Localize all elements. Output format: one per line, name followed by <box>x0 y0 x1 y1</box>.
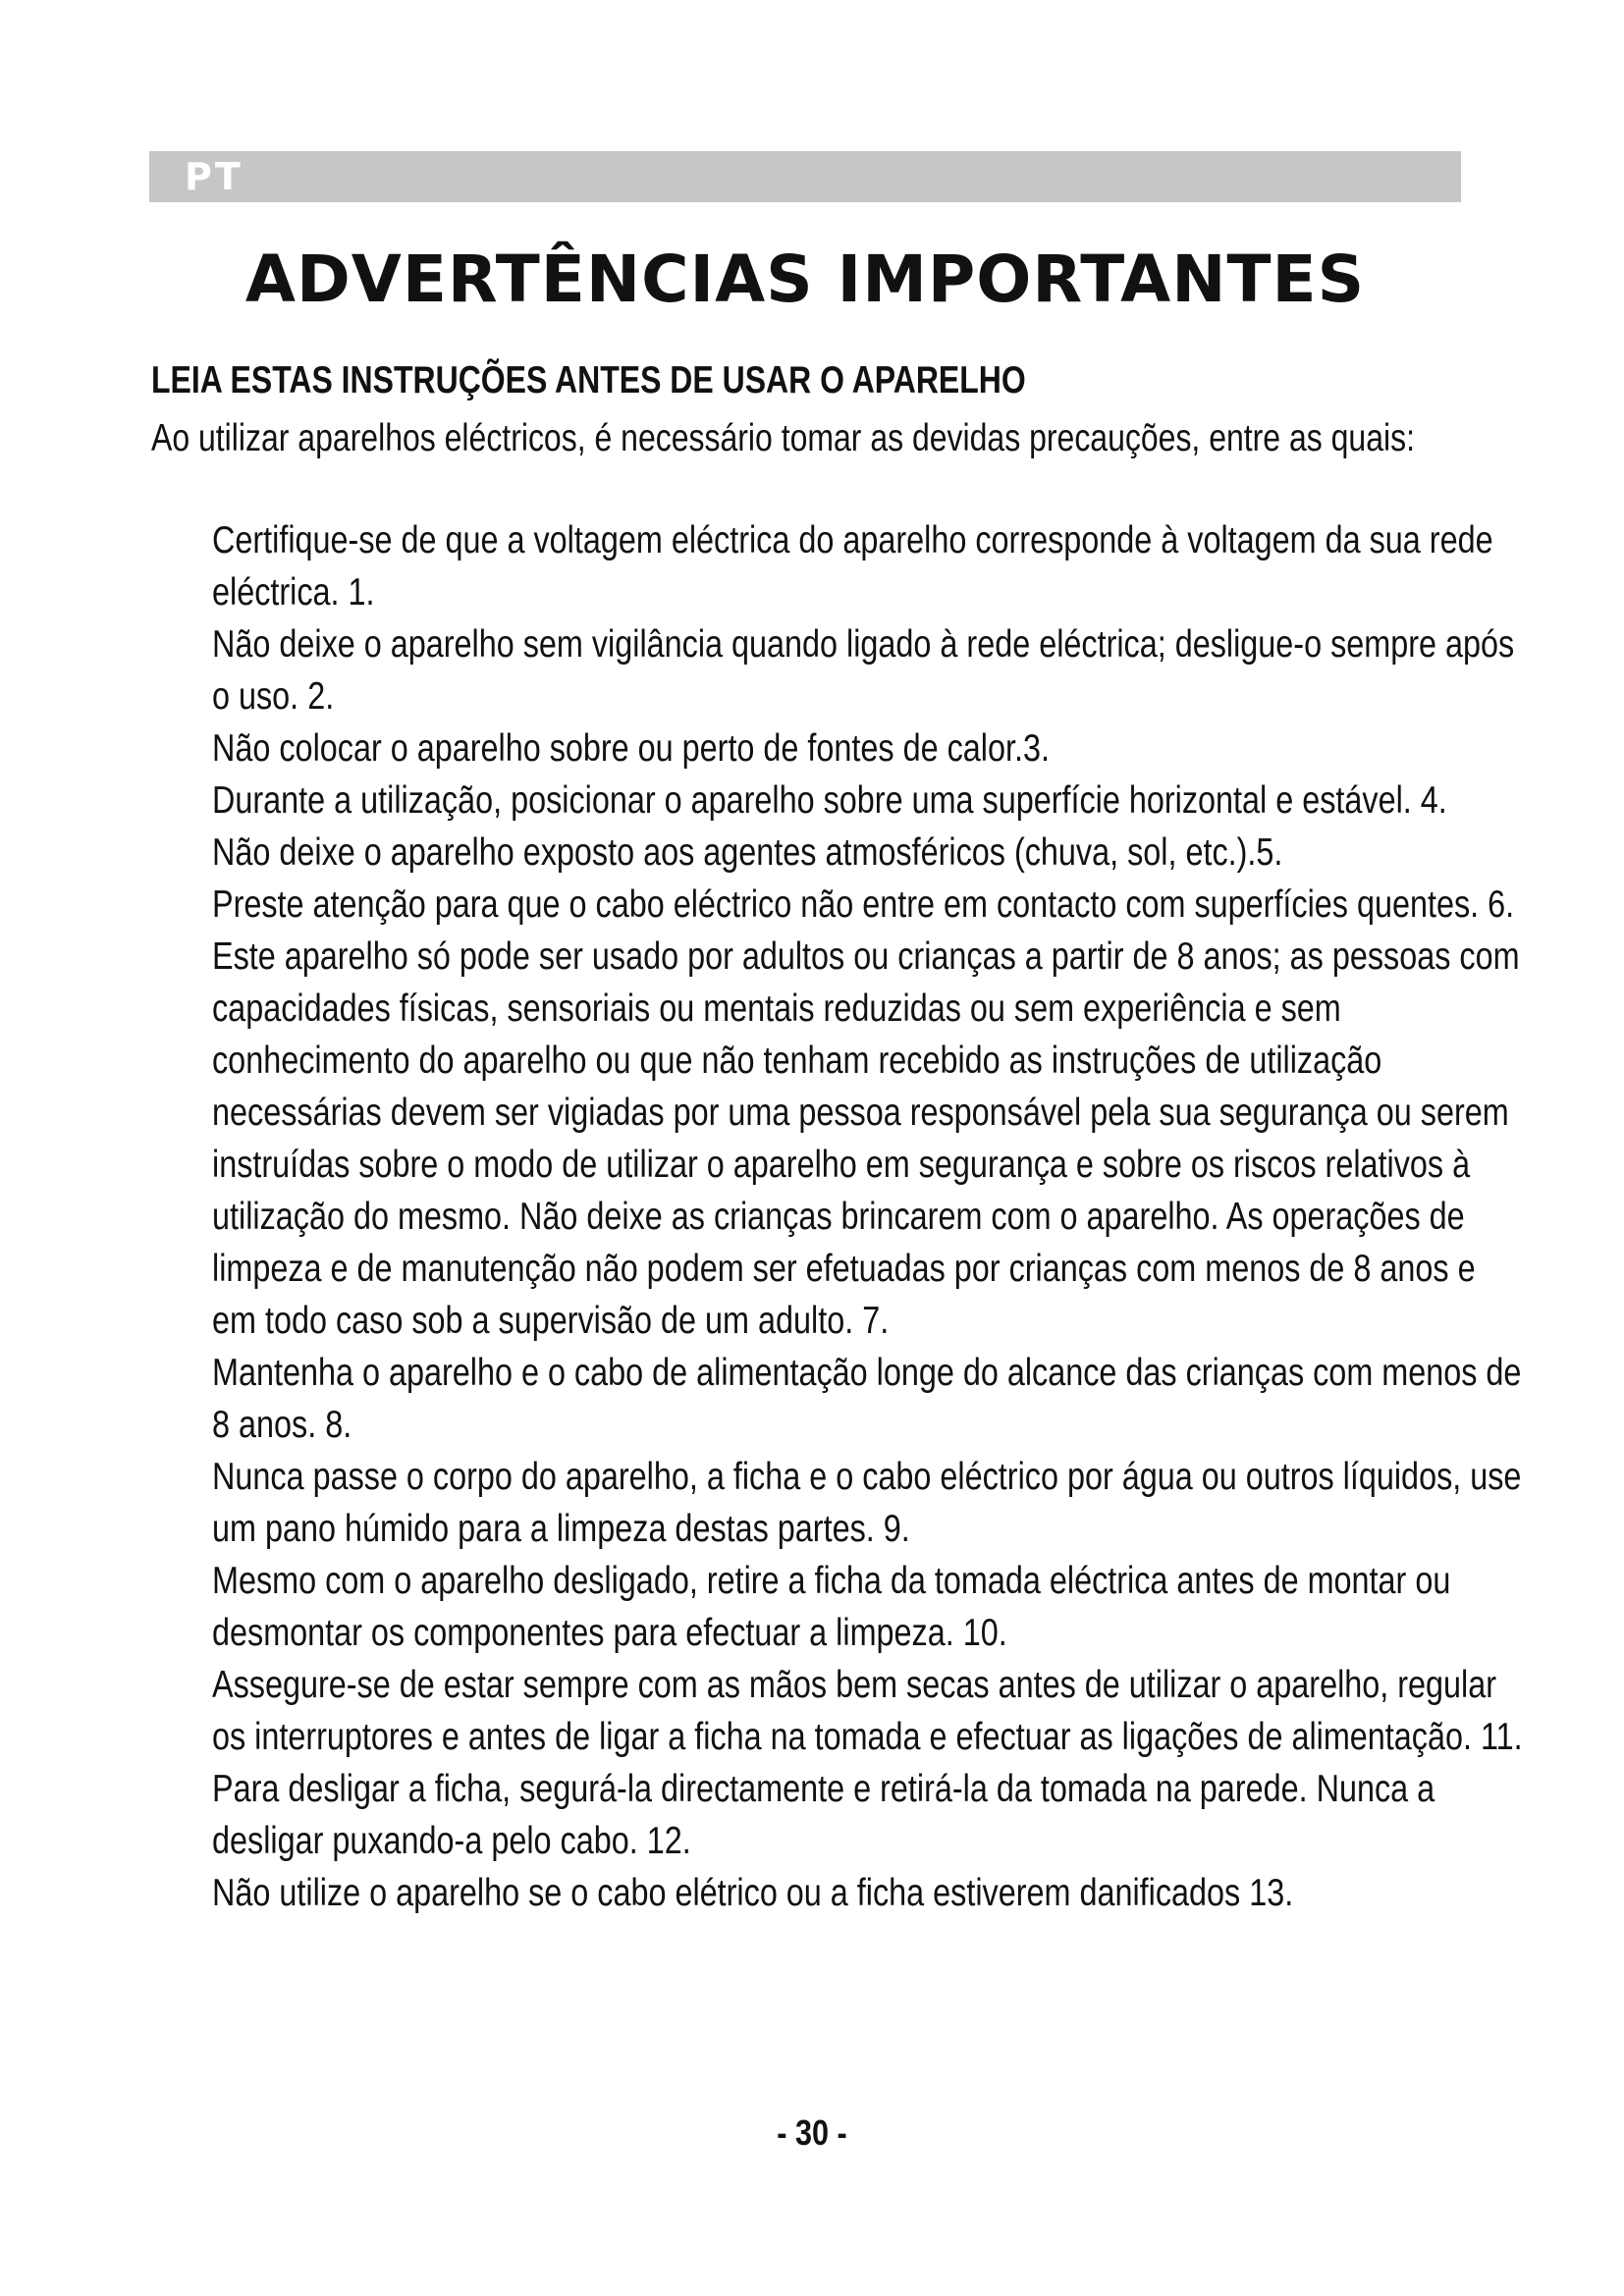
page-title: ADVERTÊNCIAS IMPORTANTES <box>244 241 1366 317</box>
item-text: Certifique-se de que a voltagem eléctrica do aparelho corresponde à voltagem da sua rede eléctrica. <box>212 519 1493 614</box>
item-number: 9. <box>883 1508 910 1550</box>
list-item <box>212 618 1528 722</box>
item-number: 1. <box>348 571 375 614</box>
list-item <box>212 722 1528 774</box>
item-number: 10. <box>962 1612 1007 1654</box>
item-number: 5. <box>1256 831 1283 874</box>
item-text: Não deixe o aparelho exposto aos agentes atmosféricos (chuva, sol, etc.). <box>212 831 1257 874</box>
item-number: 11. <box>1480 1716 1523 1758</box>
item-number: 7. <box>862 1300 890 1342</box>
item-number: 3. <box>1022 727 1050 770</box>
item-text: Não deixe o aparelho sem vigilância quando ligado à rede eléctrica; desligue-o sempre após o uso. <box>212 623 1515 718</box>
item-text: Não colocar o aparelho sobre ou perto de fontes de calor. <box>212 727 1023 770</box>
list-item <box>212 1451 1528 1555</box>
warnings-list <box>212 514 1528 1919</box>
list-item <box>212 514 1528 618</box>
list-item <box>212 879 1528 931</box>
section-subtitle: LEIA ESTAS INSTRUÇÕES ANTES DE USAR O APARELHO <box>151 359 1026 401</box>
item-text: Para desligar a ficha, segurá-la directamente e retirá-la da tomada na parede. Nunca a desligar puxando-a pelo cabo. <box>212 1768 1435 1862</box>
list-item <box>212 827 1528 879</box>
page-number: - 30 - <box>777 2112 847 2153</box>
item-number: 8. <box>325 1404 352 1446</box>
item-text: Durante a utilização, posicionar o aparelho sobre uma superfície horizontal e estável. <box>212 779 1412 822</box>
list-item <box>212 774 1528 827</box>
item-number: 2. <box>307 675 335 718</box>
item-number: 4. <box>1420 779 1447 822</box>
item-text: Este aparelho só pode ser usado por adultos ou crianças a partir de 8 anos; as pessoas com capacidades físicas, sensoriais ou mentais reduzidas ou sem experiência e sem conhecimento do aparelho ou que não tenham recebido as instruções de utilização necessárias devem ser vigiadas por uma pessoa responsável pela sua segurança ou serem instruídas sobre o modo de utilizar o aparelho em segurança e sobre os riscos relativos à utilização do mesmo. Não deixe as crianças brincarem com o aparelho. As operações de limpeza e de manutenção não podem ser efetuadas por crianças com menos de 8 anos e em todo caso sob a supervisão de um adulto. <box>212 935 1520 1342</box>
item-number: 12. <box>646 1820 691 1862</box>
list-item <box>212 931 1528 1347</box>
item-text: Mantenha o aparelho e o cabo de alimentação longe do alcance das crianças com menos de 8 anos. <box>212 1352 1522 1446</box>
list-item <box>212 1659 1528 1763</box>
list-item <box>212 1347 1528 1451</box>
item-text: Mesmo com o aparelho desligado, retire a ficha da tomada eléctrica antes de montar ou desmontar os componentes para efectuar a limpeza. <box>212 1560 1451 1654</box>
list-item <box>212 1763 1528 1867</box>
item-text: Nunca passe o corpo do aparelho, a ficha e o cabo eléctrico por água ou outros líquidos, use um pano húmido para a limpeza destas partes. <box>212 1456 1522 1550</box>
language-code: PT <box>185 155 244 198</box>
item-text: Não utilize o aparelho se o cabo elétrico ou a ficha estiverem danificados <box>212 1872 1241 1914</box>
intro-paragraph: Ao utilizar aparelhos eléctricos, é necessário tomar as devidas precauções, entre as quais: <box>151 417 1415 459</box>
list-item <box>212 1555 1528 1659</box>
item-text: Assegure-se de estar sempre com as mãos bem secas antes de utilizar o aparelho, regular os interruptores e antes de ligar a ficha na tomada e efectuar as ligações de alimentação. <box>212 1664 1497 1758</box>
item-number: 13. <box>1249 1872 1294 1914</box>
list-item <box>212 1867 1528 1919</box>
item-text: Preste atenção para que o cabo eléctrico não entre em contacto com superfícies quentes. <box>212 883 1480 926</box>
item-number: 6. <box>1488 883 1515 926</box>
language-bar <box>149 151 1461 202</box>
